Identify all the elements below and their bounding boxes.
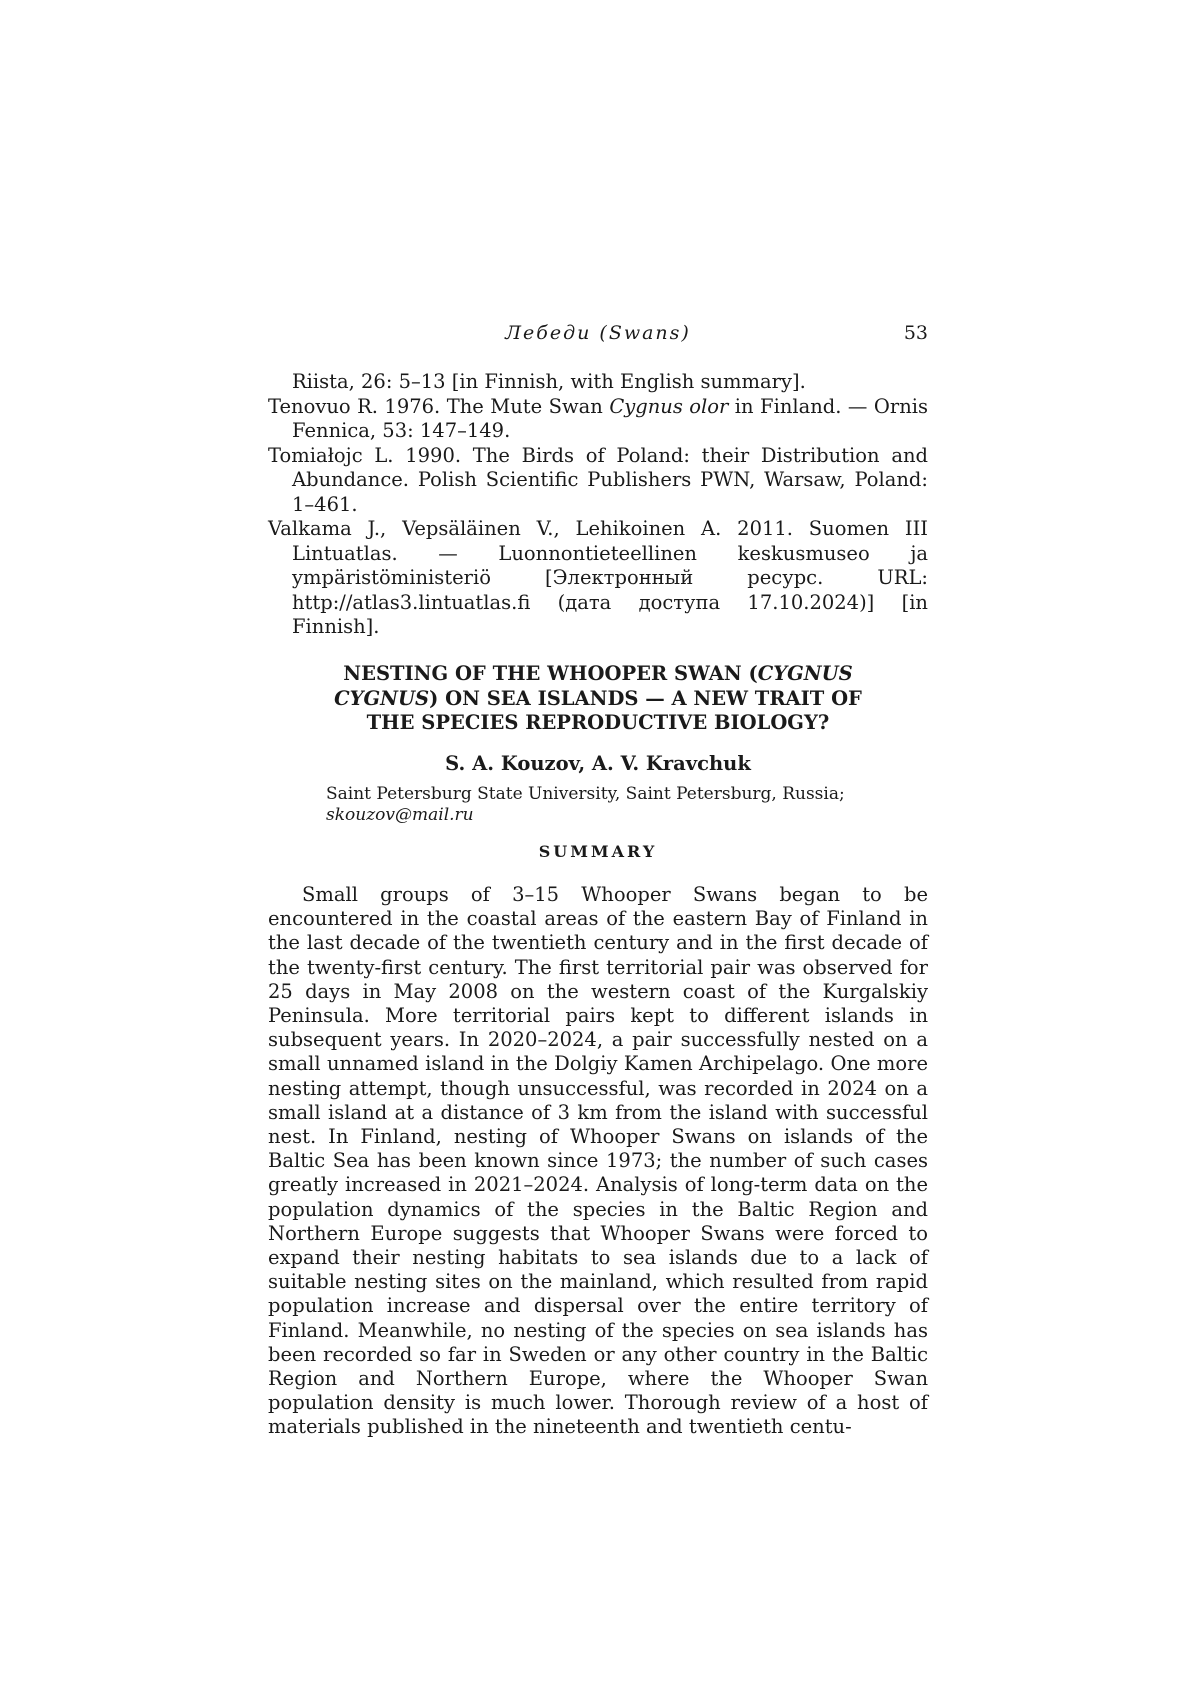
running-title: Лебеди (Swans) [268, 322, 928, 344]
reference-list [268, 370, 928, 640]
article-authors: S. A. Kouzov, A. V. Kravchuk [268, 752, 928, 775]
author-email: skouzov@mail.ru [326, 805, 886, 826]
reference-tenovuo-rest: in Finland. — Ornis Fennica, 53: 147–149. [292, 395, 928, 443]
reference-tenovuo [268, 395, 928, 444]
page-number: 53 [904, 322, 928, 344]
reference-valkama: Valkama J., Vepsäläinen V., Lehikoinen A. 2011. Suomen III Lintuatlas. — Luonnontieteellinen keskusmuseo ja ympäristöministeriö [Электронный ресурс. URL: http://atlas3.lintuatlas.fi (дата доступа 17.10.2024)] [in Finnish]. [268, 517, 928, 640]
reference-tomialojc: Tomiałojc L. 1990. The Birds of Poland: their Distribution and Abundance. Polish Scientific Publishers PWN, Warsaw, Poland: 1–461. [268, 444, 928, 518]
reference-tenovuo-species: Cygnus olor [609, 395, 728, 418]
author-affiliation: Saint Petersburg State University, Saint Petersburg, Russia; [326, 784, 886, 805]
article-title-start: NESTING OF THE WHOOPER SWAN ( [343, 662, 757, 685]
author-affiliation-block [326, 784, 886, 826]
article-title-end: ) ON SEA ISLANDS — A NEW TRAIT OF THE SPECIES REPRODUCTIVE BIOLOGY? [367, 687, 862, 735]
summary-body: Small groups of 3–15 Whooper Swans began to be encountered in the coastal areas of the eastern Bay of Finland in the last decade of the twentieth century and in the first decade of the twenty-first century. The first territorial pair was observed for 25 days in May 2008 on the western coast of the Kurgalskiy Peninsula. More territorial pairs kept to different islands in subsequent years. In 2020–2024, a pair successfully nested on a small unnamed island in the Dolgiy Kamen Archipelago. One more nesting attempt, though unsuccessful, was recorded in 2024 on a small island at a distance of 3 km from the island with successful nest. In Finland, nesting of Whooper Swans on islands of the Baltic Sea has been known since 1973; the number of such cases greatly increased in 2021–2024. Analysis of long-term data on the population dynamics of the species in the Baltic Region and Northern Europe suggests that Whooper Swans were forced to expand their nesting habitats to sea islands due to a lack of suitable nesting sites on the mainland, which resulted from rapid population increase and dispersal over the entire territory of Finland. Meanwhile, no nesting of the species on sea islands has been recorded so far in Sweden or any other country in the Baltic Region and Northern Europe, where the Whooper Swan population density is much lower. Thorough review of a host of materials published in the nineteenth and twentieth centu- [268, 883, 928, 1440]
reference-tenovuo-text: Tenovuo R. 1976. The Mute Swan [268, 395, 609, 418]
article-title-species: CYGNUS CYGNUS [334, 662, 853, 710]
article-title [268, 662, 928, 736]
summary-heading: SUMMARY [268, 842, 928, 861]
running-header [268, 322, 928, 352]
reference-continuation: Riista, 26: 5–13 [in Finnish, with English summary]. [268, 370, 928, 395]
